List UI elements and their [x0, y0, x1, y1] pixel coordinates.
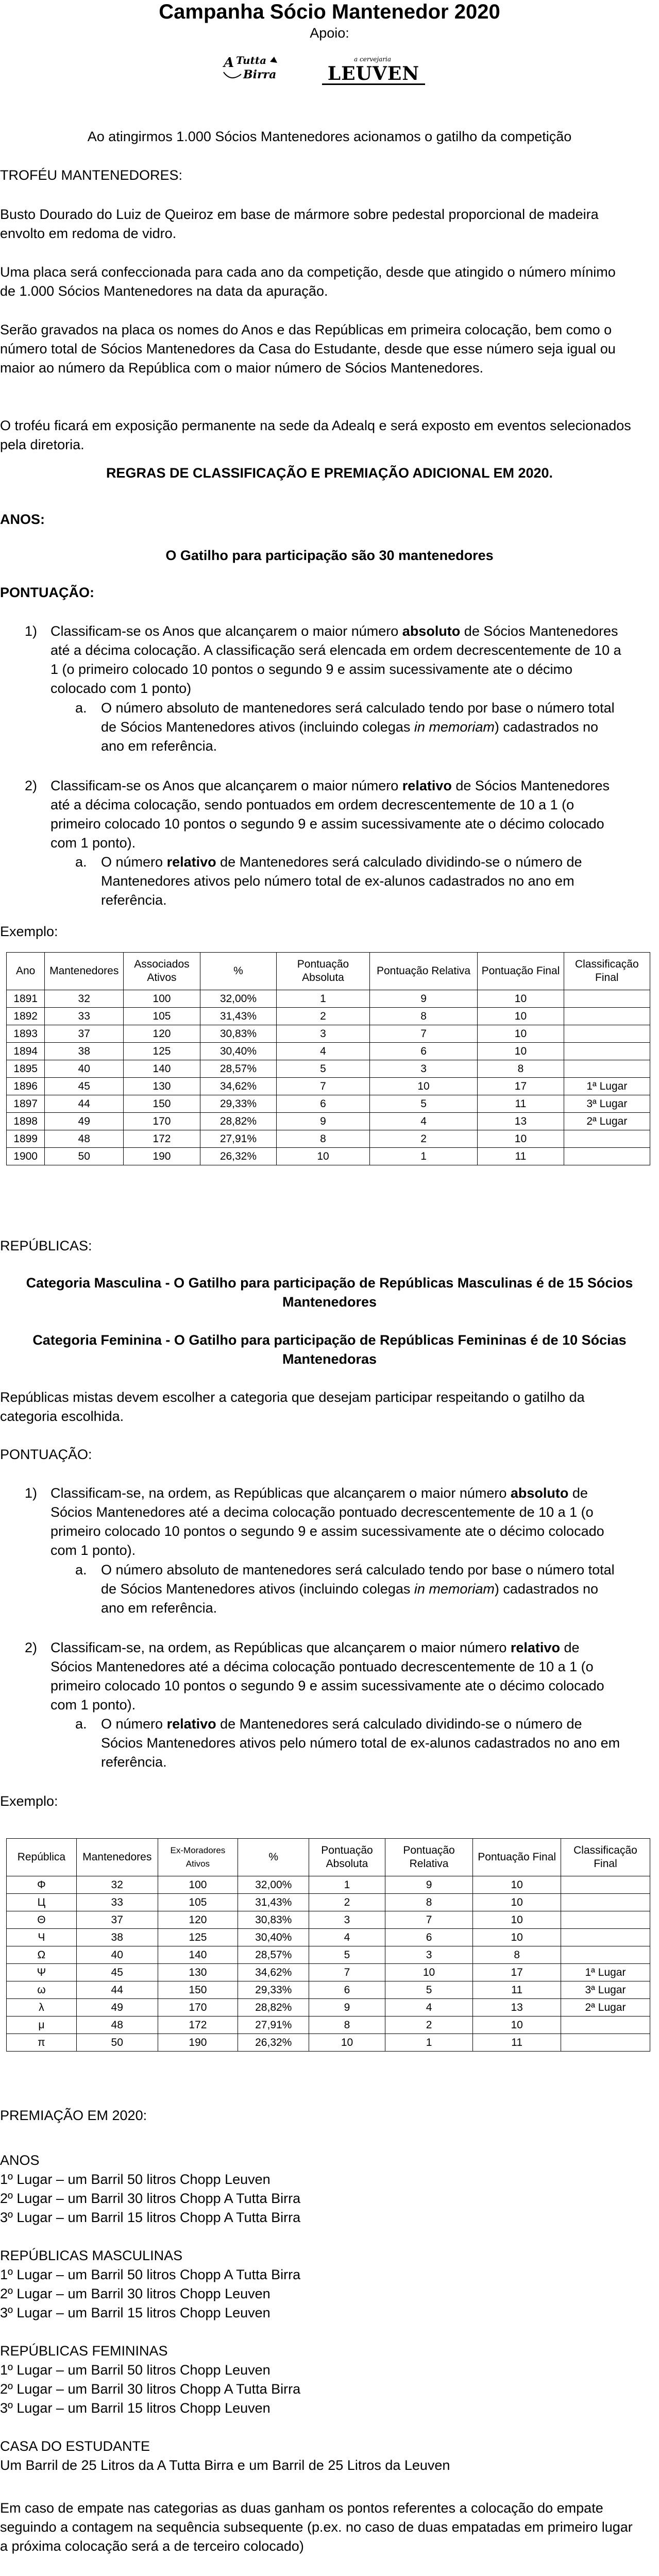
table-cell: μ [7, 2016, 77, 2034]
table-cell: 28,57% [200, 1060, 277, 1078]
premiacao-masc-heading: REPÚBLICAS MASCULINAS [0, 2248, 183, 2263]
table-cell [564, 1008, 650, 1025]
table-cell: 120 [158, 1911, 238, 1929]
table-cell [561, 2034, 650, 2052]
table-cell: 5 [385, 1981, 473, 1999]
table-cell: 11 [478, 1095, 564, 1113]
republicas-item1-number: 1) [25, 1485, 38, 1501]
table-cell: 7 [309, 1964, 385, 1981]
page-title: Campanha Sócio Mantenedor 2020 [159, 1, 500, 23]
table-row [7, 1008, 650, 1025]
table-row [7, 1876, 650, 1894]
anos-item2a-letter: a. [75, 854, 87, 870]
anos-item1-text: Classificam-se os Anos que alcançarem o maior número absoluto de Sócios Mantenedores até a décima colocação. A classificação será elencada em ordem decrescentemente de 10 a 1 (o primeiro colocado 10 pontos o segundo 9 e assim sucessivamente ate o décimo colocado com 1 ponto) [50, 623, 621, 696]
table-cell: 37 [45, 1025, 124, 1043]
table-cell: 17 [473, 1964, 561, 1981]
premiacao-masc-item: 3º Lugar – um Barril 15 litros Chopp Leuven [0, 2305, 271, 2320]
table-header-cell: Mantenedores [76, 1839, 158, 1876]
table-cell: 100 [124, 990, 200, 1008]
anos-heading: ANOS: [0, 512, 45, 527]
table-cell: 48 [45, 1130, 124, 1148]
table-cell: 8 [369, 1008, 477, 1025]
table-cell: 7 [277, 1078, 370, 1095]
table-cell: 32 [76, 1876, 158, 1894]
table-row [7, 1981, 650, 1999]
leuven-logo-text: LEUVEN [322, 64, 425, 85]
table-cell: 6 [309, 1981, 385, 1999]
table-cell: 172 [158, 2016, 238, 2034]
table-header-cell: Ex-Moradores Ativos [158, 1839, 238, 1876]
table-cell: 9 [309, 1999, 385, 2016]
table-cell: ω [7, 1981, 77, 1999]
table-header-cell: Pontuação Absoluta [309, 1839, 385, 1876]
table-cell: 190 [158, 2034, 238, 2052]
anos-item2a-text: O número relativo de Mantenedores será calculado dividindo-se o número de Mantenedores ativos pelo número total de ex-alunos cadastrados no ano em referência. [101, 854, 582, 908]
table-cell: 44 [76, 1981, 158, 1999]
table-cell [561, 1876, 650, 1894]
table-row [7, 2034, 650, 2052]
table-cell: 8 [473, 1946, 561, 1964]
table-cell: 7 [385, 1911, 473, 1929]
table-cell: 10 [478, 1043, 564, 1060]
table-cell: 31,43% [200, 1008, 277, 1025]
table-cell: 10 [277, 1148, 370, 1165]
table-cell: 10 [478, 1008, 564, 1025]
table-header-cell: Pontuação Final [473, 1839, 561, 1876]
republicas-item1a-letter: a. [75, 1562, 87, 1578]
table-cell: 6 [277, 1095, 370, 1113]
table-cell: 4 [369, 1113, 477, 1130]
table-cell: 49 [45, 1113, 124, 1130]
table-cell: 2 [309, 1894, 385, 1911]
table-cell: 130 [158, 1964, 238, 1981]
table-header-cell: Associados Ativos [124, 953, 200, 990]
table-row [7, 2016, 650, 2034]
table-header-cell: % [238, 1839, 309, 1876]
republicas-mistas-text: Repúblicas mistas devem escolher a categoria que desejam participar respeitando o gatilho da categoria escolhida. [0, 1389, 585, 1424]
anos-item1-number: 1) [25, 623, 38, 639]
table-row [7, 1078, 650, 1095]
table-row [7, 1060, 650, 1078]
tutta-birra-logo [221, 52, 293, 87]
table-cell: 8 [309, 2016, 385, 2034]
table-cell: Ц [7, 1894, 77, 1911]
table-cell: 26,32% [200, 1148, 277, 1165]
table-cell: 10 [473, 1911, 561, 1929]
premiacao-fem-item: 1º Lugar – um Barril 50 litros Chopp Leuven [0, 2362, 271, 2378]
table-row [7, 1946, 650, 1964]
table-cell: 5 [309, 1946, 385, 1964]
table-cell: 125 [158, 1929, 238, 1946]
premiacao-fem-heading: REPÚBLICAS FEMININAS [0, 2343, 168, 2359]
table-cell: 50 [45, 1148, 124, 1165]
table-cell: 5 [369, 1095, 477, 1113]
table-cell: 1 [277, 990, 370, 1008]
table-cell: 29,33% [200, 1095, 277, 1113]
table-cell: 10 [473, 1876, 561, 1894]
republicas-exemplo-label: Exemplo: [0, 1793, 58, 1809]
table-cell: Φ [7, 1876, 77, 1894]
table-cell: 49 [76, 1999, 158, 2016]
table-cell: 5 [277, 1060, 370, 1078]
premiacao-anos-item: 1º Lugar – um Barril 50 litros Chopp Leuven [0, 2172, 271, 2187]
table-cell: 2ª Lugar [561, 1999, 650, 2016]
trofeu-heading: TROFÉU MANTENEDORES: [0, 167, 183, 183]
table-cell: 140 [158, 1946, 238, 1964]
table-cell: 9 [369, 990, 477, 1008]
svg-text:Birra: Birra [243, 68, 277, 81]
trofeu-p3: Serão gravados na placa os nomes do Anos e das Repúblicas em primeira colocação, bem como o número total de Sócios Mantenedores da Casa do Estudante, desde que esse número seja igual ou maior ao número da República com o maior número de Sócios Mantenedores. [0, 322, 616, 376]
table-cell: 10 [473, 1894, 561, 1911]
table-cell: 105 [158, 1894, 238, 1911]
table-cell: 1892 [7, 1008, 45, 1025]
premiacao-casa-heading: CASA DO ESTUDANTE [0, 2438, 150, 2454]
svg-text:Tutta: Tutta [236, 54, 267, 66]
table-cell: 100 [158, 1876, 238, 1894]
table-row [7, 1964, 650, 1981]
table-row [7, 1130, 650, 1148]
table-cell: 1 [385, 2034, 473, 2052]
regras-title: REGRAS DE CLASSIFICAÇÃO E PREMIAÇÃO ADICIONAL EM 2020. [106, 465, 553, 481]
table-cell: 17 [478, 1078, 564, 1095]
table-cell: 8 [385, 1894, 473, 1911]
table-cell: 10 [369, 1078, 477, 1095]
republicas-item1a-text: O número absoluto de mantenedores será calculado tendo por base o número total de Sócios Mantenedores ativos (incluindo colegas in memoriam) cadastrados no ano em referência. [101, 1562, 615, 1616]
table-cell: Ω [7, 1946, 77, 1964]
table-cell: 34,62% [200, 1078, 277, 1095]
table-cell: Ψ [7, 1964, 77, 1981]
table-cell: 10 [473, 2016, 561, 2034]
table-row [7, 1095, 650, 1113]
tutta-birra-logo-graphic [221, 52, 293, 87]
premiacao-fem-item: 2º Lugar – um Barril 30 litros Chopp A Tutta Birra [0, 2381, 301, 2397]
table-cell: 1ª Lugar [564, 1078, 650, 1095]
table-cell: 1891 [7, 990, 45, 1008]
table-cell: 28,82% [238, 1999, 309, 2016]
table-row [7, 990, 650, 1008]
table-cell: 1893 [7, 1025, 45, 1043]
table-cell [564, 1060, 650, 1078]
svg-text:A: A [224, 55, 234, 71]
trofeu-p4: O troféu ficará em exposição permanente na sede da Adealq e será exposto em eventos selecionados pela diretoria. [0, 418, 631, 452]
table-cell: 1ª Lugar [561, 1964, 650, 1981]
table-cell: 2 [385, 2016, 473, 2034]
trofeu-p2: Uma placa será confeccionada para cada ano da competição, desde que atingido o número mínimo de 1.000 Sócios Mantenedores na data da apuração. [0, 264, 616, 299]
table-header-cell: Pontuação Relativa [385, 1839, 473, 1876]
table-cell: 8 [277, 1130, 370, 1148]
table-cell [561, 2016, 650, 2034]
table-cell: 45 [76, 1964, 158, 1981]
table-cell: 170 [124, 1113, 200, 1130]
table-cell: 32 [45, 990, 124, 1008]
table-cell: 2ª Lugar [564, 1113, 650, 1130]
republicas-item2-number: 2) [25, 1640, 38, 1655]
table-header-cell: Classificação Final [564, 953, 650, 990]
table-cell: 140 [124, 1060, 200, 1078]
table-cell: 31,43% [238, 1894, 309, 1911]
republicas-heading: REPÚBLICAS: [0, 1238, 92, 1253]
table-cell: 48 [76, 2016, 158, 2034]
table-cell: 45 [45, 1078, 124, 1095]
table-cell: 190 [124, 1148, 200, 1165]
table-header-cell: Mantenedores [45, 953, 124, 990]
table-cell: 1897 [7, 1095, 45, 1113]
table-cell: 10 [478, 1025, 564, 1043]
table-cell [564, 1130, 650, 1148]
table-cell [564, 1025, 650, 1043]
table-row [7, 1025, 650, 1043]
table-cell: λ [7, 1999, 77, 2016]
table-cell: 120 [124, 1025, 200, 1043]
table-cell: 32,00% [200, 990, 277, 1008]
trofeu-p1: Busto Dourado do Luiz de Queiroz em base de mármore sobre pedestal proporcional de madeira envolto em redoma de vidro. [0, 207, 599, 241]
table-cell: 28,57% [238, 1946, 309, 1964]
premiacao-anos-item: 2º Lugar – um Barril 30 litros Chopp A Tutta Birra [0, 2191, 301, 2206]
premiacao-casa-text: Um Barril de 25 Litros da A Tutta Birra e um Barril de 25 Litros da Leuven [0, 2458, 450, 2473]
table-row [7, 1999, 650, 2016]
table-row [7, 1043, 650, 1060]
table-cell: 38 [45, 1043, 124, 1060]
table-cell: 3 [369, 1060, 477, 1078]
table-cell: 172 [124, 1130, 200, 1148]
table-header-cell: República [7, 1839, 77, 1876]
table-cell: 11 [473, 2034, 561, 2052]
table-cell: 1896 [7, 1078, 45, 1095]
table-cell: 2 [369, 1130, 477, 1148]
anos-pontuacao-heading: PONTUAÇÃO: [0, 585, 94, 600]
republicas-pontuacao-heading: PONTUAÇÃO: [0, 1447, 92, 1462]
republicas-item2-text: Classificam-se, na ordem, as Repúblicas que alcançarem o maior número relativo de Sócios Mantenedores até a décima colocação pontuado decrescentemente de 10 a 1 (o primeiro colocado 10 pontos o segundo 9 e assim sucessivamente ate o décimo colocado com 1 ponto). [50, 1640, 604, 1713]
anos-item2-number: 2) [25, 778, 38, 793]
table-cell: 1895 [7, 1060, 45, 1078]
premiacao-masc-item: 2º Lugar – um Barril 30 litros Chopp Leuven [0, 2286, 271, 2301]
table-cell: 4 [385, 1999, 473, 2016]
table-cell [561, 1894, 650, 1911]
table-cell [561, 1946, 650, 1964]
table-cell: 34,62% [238, 1964, 309, 1981]
table-cell: 11 [478, 1148, 564, 1165]
table-row [7, 1911, 650, 1929]
table-header-cell: Pontuação Final [478, 953, 564, 990]
table-cell: 30,83% [238, 1911, 309, 1929]
table-cell [564, 1148, 650, 1165]
table-cell: 3 [309, 1911, 385, 1929]
table-cell: 9 [277, 1113, 370, 1130]
premiacao-masc-item: 1º Lugar – um Barril 50 litros Chopp A Tutta Birra [0, 2267, 301, 2282]
table-cell: 30,40% [200, 1043, 277, 1060]
table-cell: 30,83% [200, 1025, 277, 1043]
table-row [7, 1929, 650, 1946]
table-header-cell: % [200, 953, 277, 990]
table-cell: 1900 [7, 1148, 45, 1165]
table-cell: 32,00% [238, 1876, 309, 1894]
intro-text: Ao atingirmos 1.000 Sócios Mantenedores acionamos o gatilho da competição [87, 129, 572, 144]
table-header-cell: Pontuação Relativa [369, 953, 477, 990]
table-cell: 4 [309, 1929, 385, 1946]
table-cell: 30,40% [238, 1929, 309, 1946]
table-header-cell: Pontuação Absoluta [277, 953, 370, 990]
table-row [7, 1113, 650, 1130]
table-header-row [7, 953, 650, 990]
anos-item2-text: Classificam-se os Anos que alcançarem o maior número relativo de Sócios Mantenedores até a décima colocação, sendo pontuados em ordem decrescentemente de 10 a 1 (o primeiro colocado 10 pontos o segundo 9 e assim sucessivamente ate o décimo colocado com 1 ponto). [50, 778, 610, 851]
republicas-item1-text: Classificam-se, na ordem, as Repúblicas que alcançarem o maior número absoluto de Sócios Mantenedores até a decima colocação pontuado decrescentemente de 10 a 1 (o primeiro colocado 10 pontos o segundo 9 e assim sucessivamente ate o décimo colocado com 1 ponto). [50, 1485, 604, 1558]
table-cell: 13 [473, 1999, 561, 2016]
table-cell: 3 [277, 1025, 370, 1043]
anos-exemplo-label: Exemplo: [0, 924, 58, 939]
table-cell: 1894 [7, 1043, 45, 1060]
leuven-logo-small-text: a cervejaria [354, 56, 392, 63]
anos-gatilho: O Gatilho para participação são 30 mantenedores [165, 548, 494, 563]
table-cell: 40 [45, 1060, 124, 1078]
table-cell: 38 [76, 1929, 158, 1946]
table-cell: 4 [277, 1043, 370, 1060]
premiacao-anos-heading: ANOS [0, 2153, 40, 2168]
table-cell: 1899 [7, 1130, 45, 1148]
table-cell: Ч [7, 1929, 77, 1946]
table-header-row [7, 1839, 650, 1876]
table-cell: 2 [277, 1008, 370, 1025]
table-cell [564, 1043, 650, 1060]
table-row [7, 1894, 650, 1911]
table-cell: 44 [45, 1095, 124, 1113]
table-cell: 1 [309, 1876, 385, 1894]
table-cell: 3ª Lugar [564, 1095, 650, 1113]
table-cell: 27,91% [200, 1130, 277, 1148]
table-cell: 6 [369, 1043, 477, 1060]
anos-item1a-text: O número absoluto de mantenedores será calculado tendo por base o número total de Sócios Mantenedores ativos (incluindo colegas in memoriam) cadastrados no ano em referência. [101, 700, 615, 754]
premiacao-anos-item: 3º Lugar – um Barril 15 litros Chopp A Tutta Birra [0, 2210, 301, 2225]
table-cell: 8 [478, 1060, 564, 1078]
table-cell: 10 [385, 1964, 473, 1981]
republicas-example-table [6, 1838, 650, 2052]
table-row [7, 1148, 650, 1165]
table-cell: 29,33% [238, 1981, 309, 1999]
apoio-label: Apoio: [310, 25, 349, 41]
table-cell [561, 1911, 650, 1929]
table-cell: 170 [158, 1999, 238, 2016]
republicas-item2a-text: O número relativo de Mantenedores será calculado dividindo-se o número de Sócios Mantenedores ativos pelo número total de ex-alunos cadastrados no ano em referência. [101, 1716, 620, 1770]
table-cell: 1 [369, 1148, 477, 1165]
premiacao-fem-item: 3º Lugar – um Barril 15 litros Chopp Leuven [0, 2400, 271, 2416]
table-cell: 1898 [7, 1113, 45, 1130]
premiacao-heading: PREMIAÇÃO EM 2020: [0, 2108, 147, 2123]
table-cell: 125 [124, 1043, 200, 1060]
table-cell: 28,82% [200, 1113, 277, 1130]
table-header-cell: Ano [7, 953, 45, 990]
anos-item1a-letter: a. [75, 700, 87, 716]
table-cell: 33 [76, 1894, 158, 1911]
anos-example-table [6, 952, 650, 1165]
republicas-masculina-gatilho: Categoria Masculina - O Gatilho para participação de Repúblicas Masculinas é de 15 Sócios Mantenedores [26, 1275, 633, 1310]
table-cell: π [7, 2034, 77, 2052]
table-cell: 13 [478, 1113, 564, 1130]
table-cell [564, 990, 650, 1008]
table-cell: 10 [309, 2034, 385, 2052]
table-cell: 50 [76, 2034, 158, 2052]
table-cell: 9 [385, 1876, 473, 1894]
table-cell: 3 [385, 1946, 473, 1964]
leuven-logo [322, 56, 425, 87]
table-cell: 3ª Lugar [561, 1981, 650, 1999]
table-cell: 10 [478, 1130, 564, 1148]
table-cell: 27,91% [238, 2016, 309, 2034]
final-empate-categorias: Em caso de empate nas categorias as duas ganham os pontos referentes a colocação do empate seguindo a contagem na sequência subsequente (p.ex. no caso de duas empatadas em primeiro lugar a próxima colocação será a de terceiro colocado) [0, 2500, 633, 2554]
table-cell: 6 [385, 1929, 473, 1946]
table-cell: 130 [124, 1078, 200, 1095]
table-cell [561, 1929, 650, 1946]
table-cell: 10 [473, 1929, 561, 1946]
republicas-item2a-letter: a. [75, 1716, 87, 1732]
table-cell: 40 [76, 1946, 158, 1964]
table-cell: 26,32% [238, 2034, 309, 2052]
table-cell: 7 [369, 1025, 477, 1043]
table-header-cell: Classificação Final [561, 1839, 650, 1876]
table-cell: 33 [45, 1008, 124, 1025]
table-cell: 10 [478, 990, 564, 1008]
republicas-feminina-gatilho: Categoria Feminina - O Gatilho para participação de Repúblicas Femininas é de 10 Sócias Mantenedoras [32, 1332, 627, 1367]
table-cell: 37 [76, 1911, 158, 1929]
table-cell: 105 [124, 1008, 200, 1025]
table-cell: Θ [7, 1911, 77, 1929]
table-cell: 150 [124, 1095, 200, 1113]
table-cell: 150 [158, 1981, 238, 1999]
table-cell: 11 [473, 1981, 561, 1999]
